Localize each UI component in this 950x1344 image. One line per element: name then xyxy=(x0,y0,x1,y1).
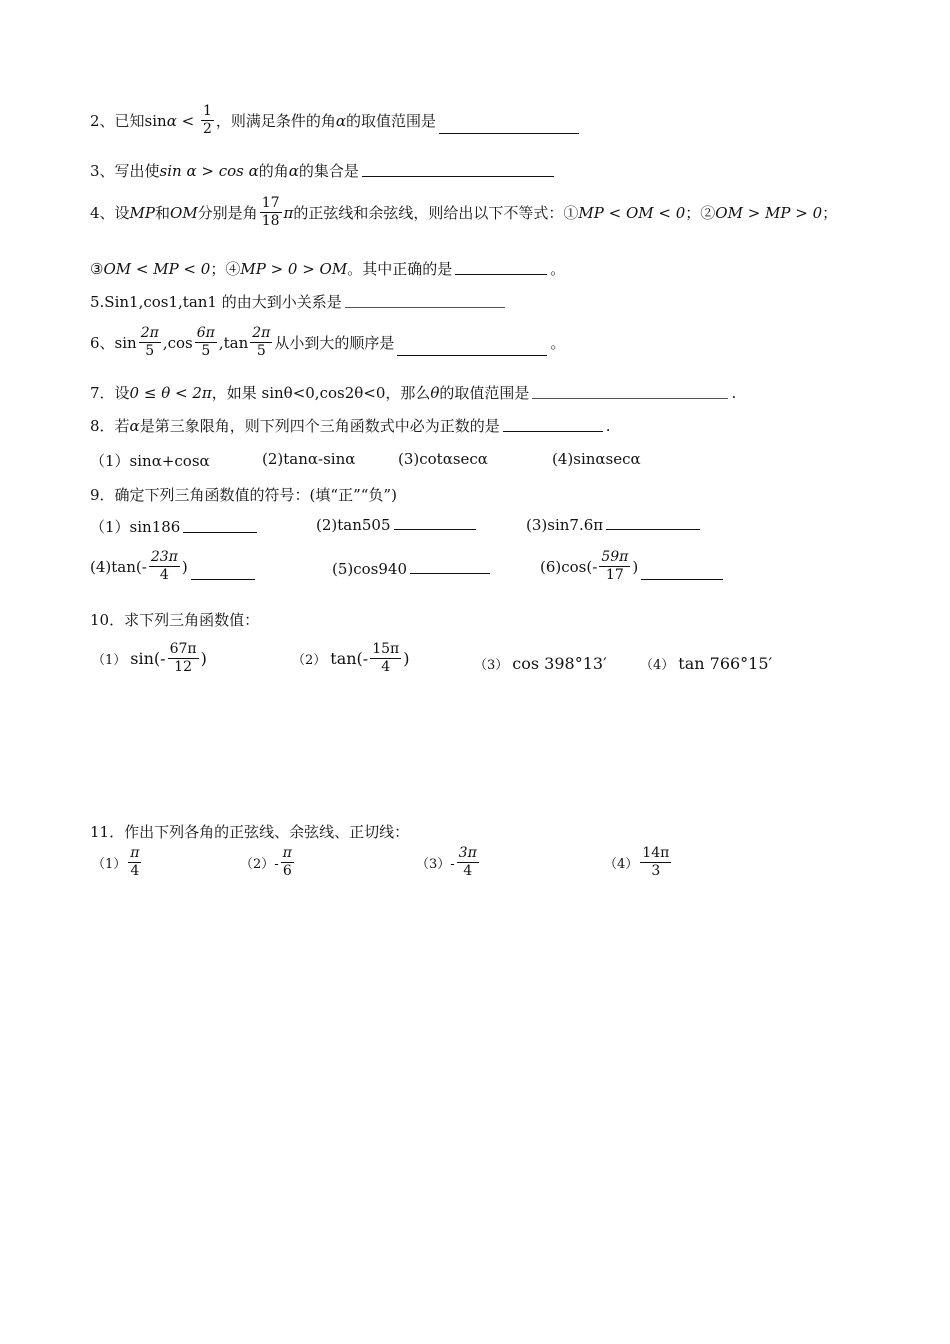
q9-part-6-fraction xyxy=(599,550,630,584)
q11-p4-den: 3 xyxy=(651,863,661,880)
question-4-continued xyxy=(90,258,565,279)
q10-p2-label: （2） xyxy=(292,653,327,669)
q11-p3-den: 4 xyxy=(463,863,473,880)
question-8 xyxy=(90,415,610,436)
question-2 xyxy=(90,104,582,138)
q9-part-2-blank[interactable] xyxy=(394,528,476,530)
q4-ineq-1: MP < OM < 0 xyxy=(578,203,686,222)
q9-part-5-text: (5)cos940 xyxy=(332,560,408,578)
q4b-ineq-4: MP > 0 > OM xyxy=(240,259,348,278)
q4-frac-num: 17 xyxy=(260,196,282,213)
q4-answer-blank[interactable] xyxy=(455,273,547,275)
q4b-end: 。 xyxy=(550,260,566,278)
q8-option-4: (4)sinαsecα xyxy=(552,450,641,468)
q9-p4-num: 23π xyxy=(149,550,180,567)
q2-alpha: α xyxy=(166,111,177,130)
q9-p6-den: 17 xyxy=(605,567,624,584)
q4-sep: ；② xyxy=(685,204,716,223)
q5-text: 5.Sin1,cos1,tan1 的由大到小关系是 xyxy=(90,293,342,311)
q9-p4-den: 4 xyxy=(159,567,169,584)
q7-range: 0 ≤ θ < 2π xyxy=(129,383,212,402)
q4-mid: 分别是角 xyxy=(197,204,258,223)
q2-mid: ，则满足条件的角 xyxy=(215,112,336,131)
q9-part-1 xyxy=(90,516,260,537)
q11-p4-label: （4） xyxy=(604,857,639,873)
q6-fraction-2 xyxy=(195,326,217,360)
q10-p1-label: （1） xyxy=(92,653,127,669)
q3-prefix: 3、写出使 xyxy=(90,162,160,180)
q4-frac-den: 18 xyxy=(261,213,280,230)
q10-p2-close: ) xyxy=(403,649,410,669)
q10-p1-prefix: sin(- xyxy=(130,649,166,669)
q9-part-6-prefix: (6)cos(- xyxy=(540,557,598,576)
q4b-ineq-3: OM < MP < 0 xyxy=(103,259,211,278)
question-9-title xyxy=(90,484,397,505)
q4-and: 和 xyxy=(155,204,171,223)
q11-p1-fraction xyxy=(128,846,141,880)
q7-end: . xyxy=(731,383,737,402)
q10-p3-text: cos 398°13′ xyxy=(512,654,607,673)
q3-post: 的角 xyxy=(258,162,289,180)
q11-p4-fraction xyxy=(640,846,671,880)
q7-post: 的取值范围是 xyxy=(439,384,530,402)
q10-part-3 xyxy=(474,654,607,673)
q8-answer-blank[interactable] xyxy=(503,430,603,432)
q2-alpha-2: α xyxy=(335,111,347,130)
q10-p2-prefix: tan(- xyxy=(330,649,369,669)
q11-p2-num: π xyxy=(281,846,294,863)
q2-sin: sin xyxy=(144,111,167,130)
q11-p1-den: 4 xyxy=(130,863,140,880)
q9-part-3-blank[interactable] xyxy=(606,528,700,530)
q6-f1-num: 2π xyxy=(139,326,161,343)
q11-p4-num: 14π xyxy=(640,846,671,863)
q10-title: 10．求下列三角函数值： xyxy=(90,611,260,629)
q4b-c3: ③ xyxy=(90,259,104,278)
q11-part-1 xyxy=(92,846,143,880)
q4-mp: MP xyxy=(129,203,155,222)
q6-answer-blank[interactable] xyxy=(397,354,547,356)
question-5 xyxy=(90,291,508,312)
q7-theta: θ xyxy=(430,383,440,402)
q6-f3-den: 5 xyxy=(256,343,266,360)
question-4 xyxy=(90,196,837,230)
q9-part-4-close: ) xyxy=(181,557,188,576)
q2-prefix: 2、已知 xyxy=(90,112,145,131)
q2-fraction xyxy=(201,104,214,138)
q8-alpha: α xyxy=(129,416,140,435)
q6-prefix: 6、sin xyxy=(90,334,137,353)
q9-part-4-prefix: (4)tan(- xyxy=(90,557,147,576)
q4-post: 的正弦线和余弦线，则给出以下不等式：① xyxy=(293,204,579,223)
q11-p1-num: π xyxy=(128,846,141,863)
q6-cos: ,cos xyxy=(162,333,193,352)
q6-tan: ,tan xyxy=(218,333,249,352)
q6-f2-den: 5 xyxy=(201,343,211,360)
q4-ineq-2: OM > MP > 0 xyxy=(715,203,823,222)
q9-part-2 xyxy=(316,516,479,534)
question-10-title xyxy=(90,609,259,630)
q11-title: 11．作出下列各角的正弦线、余弦线、正切线： xyxy=(90,823,410,841)
q9-part-4-blank[interactable] xyxy=(191,578,255,580)
q10-p2-num: 15π xyxy=(370,642,401,659)
q3-answer-blank[interactable] xyxy=(362,175,554,177)
q9-part-6 xyxy=(540,550,726,584)
q9-part-6-blank[interactable] xyxy=(641,578,723,580)
q2-frac-den: 2 xyxy=(202,121,212,138)
q9-part-1-blank[interactable] xyxy=(183,531,257,533)
q11-p3-label: （3）- xyxy=(416,857,455,873)
q9-title: 9．确定下列三角函数值的符号：(填“正”“负”) xyxy=(90,486,397,504)
q6-f3-num: 2π xyxy=(250,326,272,343)
q11-part-3 xyxy=(416,846,481,880)
q9-part-3-text: (3)sin7.6π xyxy=(526,516,604,534)
q3-alpha: α xyxy=(288,161,299,180)
q9-part-4-fraction xyxy=(149,550,180,584)
q11-part-4 xyxy=(604,846,673,880)
q6-fraction-1 xyxy=(139,326,161,360)
q8-end: . xyxy=(605,416,611,435)
q2-lt: < xyxy=(176,111,199,130)
q2-answer-blank[interactable] xyxy=(439,132,579,134)
q11-part-2 xyxy=(240,846,296,880)
q10-p2-den: 4 xyxy=(381,659,391,676)
q10-p1-fraction xyxy=(168,642,199,676)
q11-p1-label: （1） xyxy=(92,857,127,873)
q11-p3-fraction xyxy=(457,846,479,880)
q7-answer-blank[interactable] xyxy=(532,397,728,399)
q9-p6-num: 59π xyxy=(599,550,630,567)
q8-option-1: （1）sinα+cosα xyxy=(90,452,210,470)
question-7 xyxy=(90,382,736,403)
q10-p3-label: （3） xyxy=(474,658,509,673)
q3-expr: sin α > cos α xyxy=(159,161,259,180)
q9-part-6-close: ) xyxy=(632,557,639,576)
q9-part-5-blank[interactable] xyxy=(410,572,490,574)
q10-part-1 xyxy=(92,642,207,676)
q10-part-4 xyxy=(640,654,772,673)
q10-p4-text: tan 766°15′ xyxy=(678,654,773,673)
question-3 xyxy=(90,160,557,181)
q11-p2-label: （2）- xyxy=(240,857,279,873)
q9-part-5 xyxy=(332,560,493,578)
q9-part-3 xyxy=(526,516,703,534)
q10-p1-close: ) xyxy=(200,649,207,669)
q10-p1-num: 67π xyxy=(168,642,199,659)
q9-part-1-text: （1）sin186 xyxy=(90,518,181,536)
q7-mid: ，如果 sinθ<0,cos2θ<0，那么 xyxy=(211,384,431,402)
q6-end: 。 xyxy=(550,334,566,353)
q10-p4-label: （4） xyxy=(640,658,675,673)
q8-option-3: (3)cotαsecα xyxy=(398,450,488,468)
q2-post: 的取值范围是 xyxy=(346,112,437,131)
q9-part-2-text: (2)tan505 xyxy=(316,516,391,534)
q4-pi: π xyxy=(283,203,294,222)
q4-om: OM xyxy=(170,203,198,222)
question-6 xyxy=(90,326,565,360)
q8-option-2: (2)tanα-sinα xyxy=(262,450,356,468)
q11-p3-num: 3π xyxy=(457,846,479,863)
q4-prefix: 4、设 xyxy=(90,204,130,223)
q8-prefix: 8．若 xyxy=(90,417,130,435)
q4b-sep: ；④ xyxy=(210,260,241,278)
q4-end: ； xyxy=(822,204,838,223)
q6-fraction-3 xyxy=(250,326,272,360)
q11-p2-den: 6 xyxy=(282,863,292,880)
q9-part-4 xyxy=(90,550,258,584)
q5-answer-blank[interactable] xyxy=(345,306,505,308)
q3-post2: 的集合是 xyxy=(298,162,359,180)
q6-f2-num: 6π xyxy=(195,326,217,343)
q8-post: 是第三象限角，则下列四个三角函数式中必为正数的是 xyxy=(139,417,500,435)
q11-p2-fraction xyxy=(281,846,294,880)
q2-frac-num: 1 xyxy=(201,104,214,121)
q6-f1-den: 5 xyxy=(145,343,155,360)
q4b-post: 。其中正确的是 xyxy=(347,260,453,278)
q4-fraction xyxy=(260,196,282,230)
q6-post: 从小到大的顺序是 xyxy=(274,334,395,353)
q10-p2-fraction xyxy=(370,642,401,676)
q10-part-2 xyxy=(292,642,409,676)
question-11-title xyxy=(90,821,409,842)
q7-prefix: 7．设 xyxy=(90,384,130,402)
q10-p1-den: 12 xyxy=(174,659,192,676)
